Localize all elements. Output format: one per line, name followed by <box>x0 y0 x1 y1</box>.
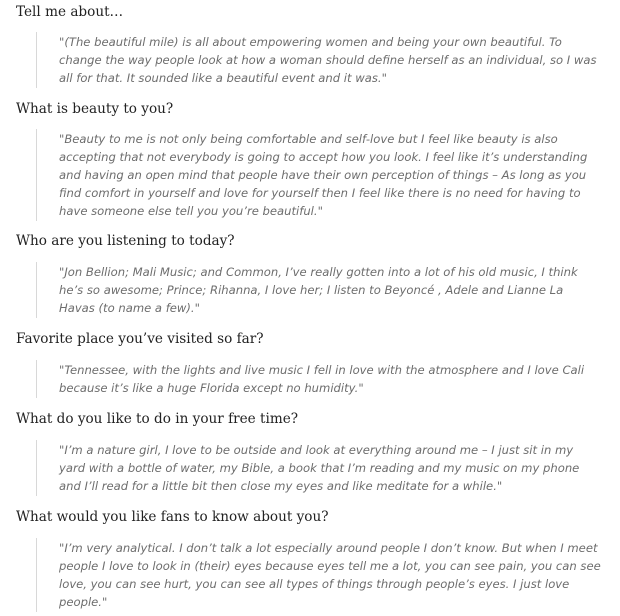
answer-line: change the way people look at how a woman should define herself as an individual, so I was <box>59 53 597 67</box>
answer-line: and I’ll read for a little bit then close my eyes and like meditate for a while." <box>59 479 503 493</box>
answer-line: "Tennessee, with the lights and live music I fell in love with the atmosphere and I love Cali <box>59 363 585 377</box>
answer-line: "I’m very analytical. I don’t talk a lot especially around people I don’t know. But when I meet <box>59 541 598 555</box>
answer-line: yard with a bottle of water, my Bible, a book that I’m reading and my music on my phone <box>59 461 580 475</box>
answer-line: "(The beautiful mile) is all about empowering women and being your own beautiful. To <box>59 35 562 49</box>
answer-line: all for that. It sounded like a beautiful event and it was." <box>59 71 387 85</box>
answer-line: find comfort in yourself and love for yourself then I feel like there is no need for having to <box>59 186 581 200</box>
question-heading: What do you like to do in your free time? <box>16 411 299 427</box>
answer-line: people." <box>59 595 108 609</box>
answer-blockquote <box>36 538 613 612</box>
answer-line: and having an open mind that people have their own perception of things – As long as you <box>59 168 587 182</box>
answer-line: people I love to look in (their) eyes because eyes tell me a lot, you can see pain, you can see <box>59 559 601 573</box>
answer-line: "I’m a nature girl, I love to be outside and look at everything around me – I just sit in my <box>59 443 574 457</box>
answer-blockquote <box>36 262 613 318</box>
answer-blockquote <box>36 360 613 398</box>
answer-line: Havas (to name a few)." <box>59 301 200 315</box>
answer-line: have someone else tell you you’re beautiful." <box>59 204 323 218</box>
answer-blockquote <box>36 129 613 221</box>
answer-line: "Beauty to me is not only being comfortable and self-love but I feel like beauty is also <box>59 132 558 146</box>
answer-line: he’s so awesome; Prince; Rihanna, I love her; I listen to Beyoncé , Adele and Lianne La <box>59 283 564 297</box>
question-heading: What would you like fans to know about you? <box>16 509 329 525</box>
answer-line: accepting that not everybody is going to accept how you look. I feel like it’s understanding <box>59 150 588 164</box>
question-heading: Favorite place you’ve visited so far? <box>16 331 264 347</box>
question-heading: Tell me about… <box>16 4 124 20</box>
answer-blockquote <box>36 32 613 88</box>
answer-line: "Jon Bellion; Mali Music; and Common, I’ve really gotten into a lot of his old music, I think <box>59 265 578 279</box>
question-heading: What is beauty to you? <box>16 101 174 117</box>
answer-line: love, you can see hurt, you can see all types of things through people’s eyes. I just love <box>59 577 570 591</box>
answer-blockquote <box>36 440 613 496</box>
question-heading: Who are you listening to today? <box>16 233 235 249</box>
answer-line: because it’s like a huge Florida except no humidity." <box>59 381 364 395</box>
